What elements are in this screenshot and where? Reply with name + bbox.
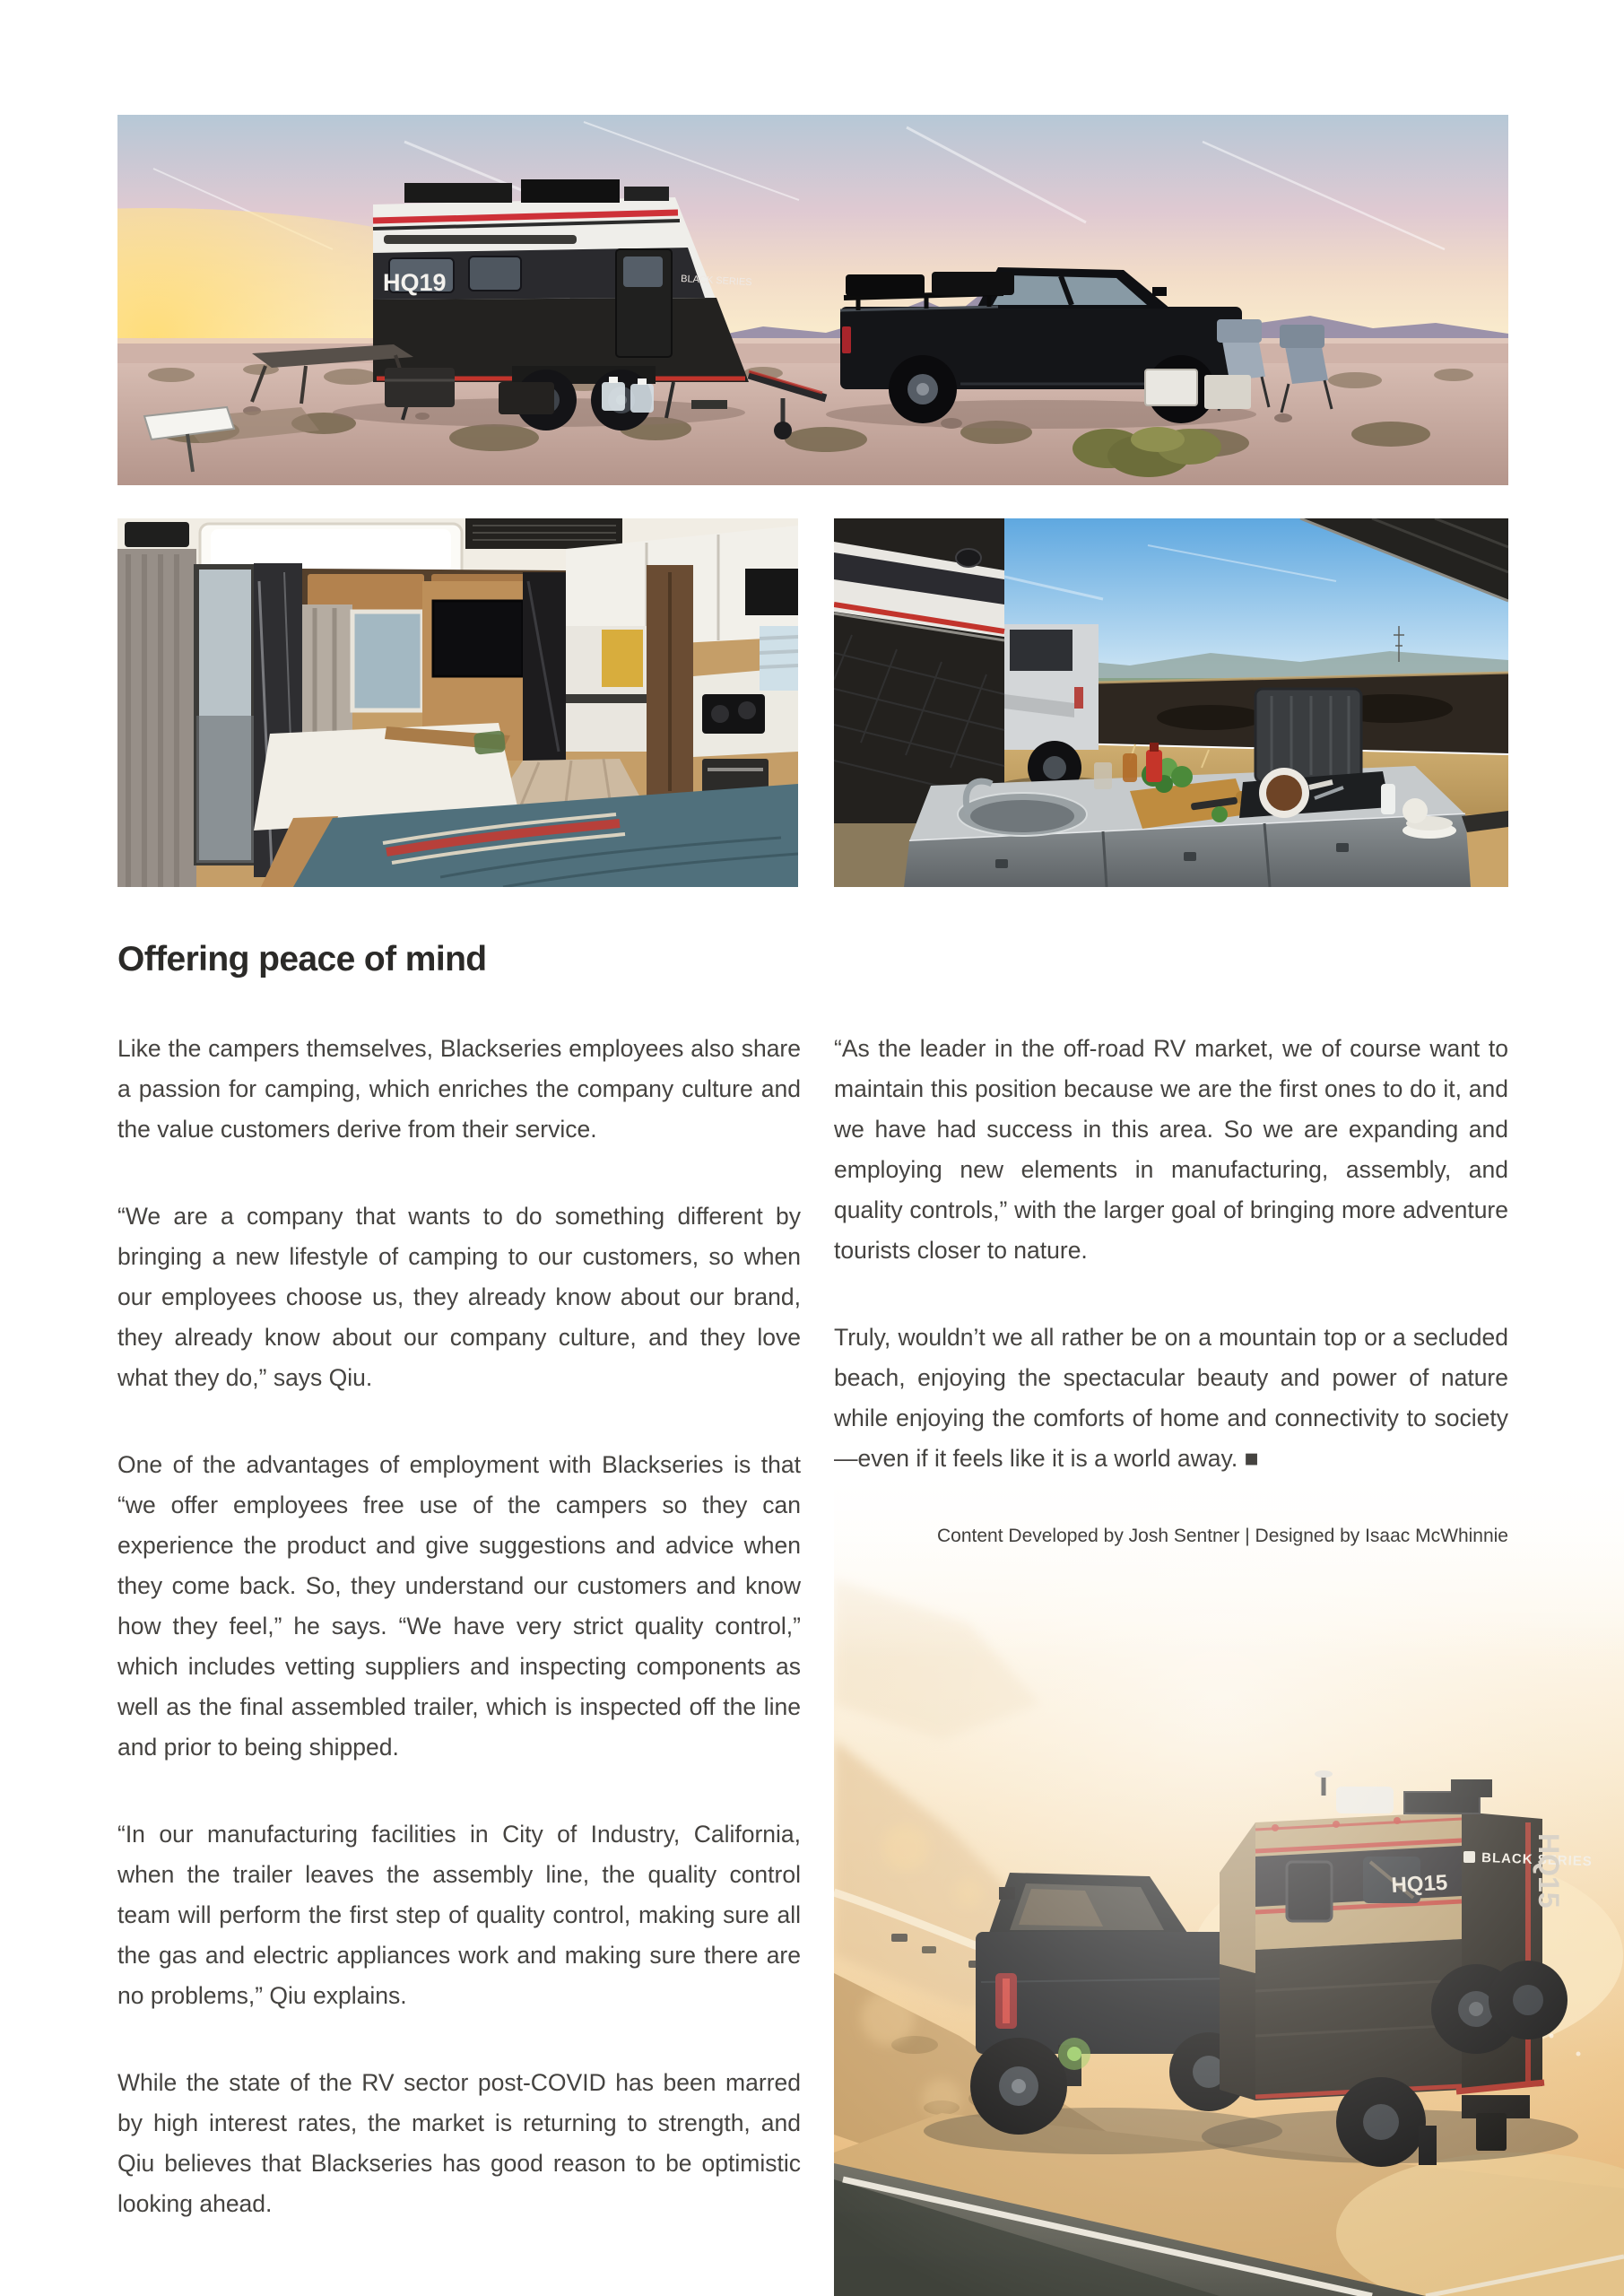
ac-vent <box>125 522 189 547</box>
article-column-left <box>117 1029 801 2271</box>
photo-outdoor-kitchen <box>834 518 1508 887</box>
side-window <box>352 612 422 710</box>
article-paragraph: While the state of the RV sector post-COVID has been marred by high interest rates, the market is returning to strength, and Qiu believes that Blackseries has good reason to be optimistic looking ahead. <box>117 2069 801 2217</box>
trailer-brand-decal: BLACK SERIES <box>680 274 752 289</box>
trailer-model-decal: HQ19 <box>383 269 447 296</box>
article-paragraph: “As the leader in the off-road RV market, we of course want to maintain this position because we are the first ones to do it, and we have had success in this area. So we are expanding and employing new elements in manufacturing, assembly, and quality controls,” with the larger goal of bringing more adventure tourists closer to nature. <box>834 1035 1508 1264</box>
article-column-right <box>834 1029 1508 1526</box>
section-heading: Offering peace of mind <box>117 940 487 978</box>
rear-curtain <box>602 630 643 687</box>
interior-photo-illustration <box>117 518 798 887</box>
article-paragraph: “In our manufacturing facilities in City of Industry, California, when the trailer leaves the assembly line, the quality control team will perform the first step of quality control, making sure all the gas and electric appliances work and making sure there are no problems,” Qiu explains. <box>117 1821 801 2009</box>
credit-line: Content Developed by Josh Sentner | Designed by Isaac McWhinnie <box>937 1526 1508 1546</box>
photo-coastal-towing <box>834 1471 1624 2296</box>
tv <box>433 601 523 676</box>
trailer-side <box>834 518 1004 823</box>
photo-desert-campsite <box>117 115 1508 485</box>
desert-photo-illustration <box>117 115 1508 485</box>
photo-camper-interior <box>117 518 798 887</box>
article-paragraph: Like the campers themselves, Blackseries employees also share a passion for camping, which enriches the company culture and the value customers derive from their service. <box>117 1035 801 1143</box>
outdoor-kitchen-illustration <box>834 518 1508 887</box>
coastal-photo-illustration <box>834 1471 1624 2296</box>
article-paragraph: One of the advantages of employment with Blackseries is that “we offer employees free use of the campers so they can experience the product and give suggestions and advice when they come back. So, they understand our customers and know how they feel,” he says. “We have very strict quality control,” which includes vetting suppliers and inspecting components as well as the final assembled trailer, which is inspected off the line and prior to being shipped. <box>117 1451 801 1761</box>
article-paragraph: “We are a company that wants to do something different by bringing a new lifestyle of camping to our customers, so when our employees choose us, they already know about our brand, they already know about our company culture, and they love what they do,” says Qiu. <box>117 1203 801 1391</box>
article-paragraph: Truly, wouldn’t we all rather be on a mountain top or a secluded beach, enjoying the spectacular beauty and power of nature while enjoying the comforts of home and connectivity to society—even if it feels like it is a world away. ■ <box>834 1324 1508 1472</box>
